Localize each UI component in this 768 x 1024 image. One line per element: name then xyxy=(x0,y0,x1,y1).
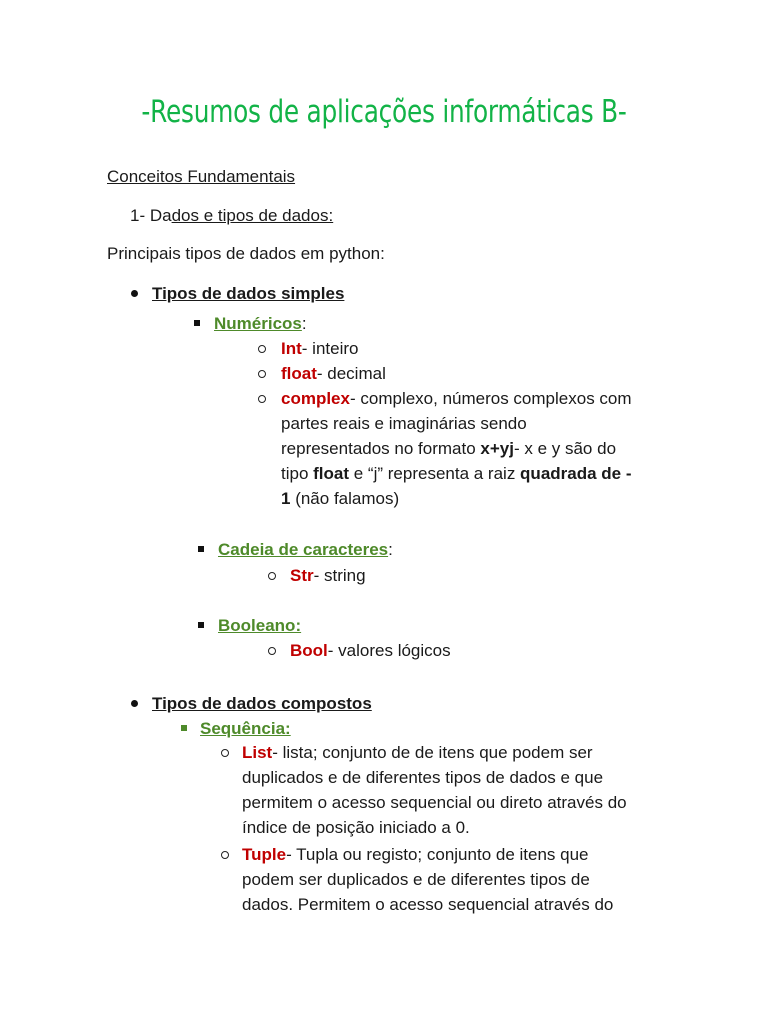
tuple-text-1: - Tupla ou registo; conjunto de itens que xyxy=(286,845,589,864)
complex-line-4 xyxy=(281,461,632,486)
str-description: - string xyxy=(313,566,366,585)
bullet-circle-icon xyxy=(258,395,266,403)
bullet-dot-icon xyxy=(131,700,138,707)
keyword-list: List xyxy=(242,743,273,762)
bullet-square-icon xyxy=(181,725,187,731)
tuple-type-line-3: dados. Permitem o acesso sequencial através do xyxy=(242,895,614,914)
int-description: - inteiro xyxy=(301,339,359,358)
complex-text-5b: (não falamos) xyxy=(290,489,400,508)
numeric-colon: : xyxy=(301,314,307,333)
keyword-float: float xyxy=(281,364,317,383)
list-type-line-4: índice de posição iniciado a 0. xyxy=(242,818,470,837)
complex-line-1 xyxy=(281,386,632,411)
complex-text-3c: - x e y são do xyxy=(513,439,617,458)
complex-line-5 xyxy=(281,486,399,511)
intro-paragraph: Principais tipos de dados em python: xyxy=(107,244,385,263)
tuple-type-line-2: podem ser duplicados e de diferentes tipos de xyxy=(242,870,590,889)
complex-text-4d: quadrada de - xyxy=(520,464,632,483)
list-type-line-1 xyxy=(242,740,593,765)
complex-text-5a: 1 xyxy=(281,489,291,508)
keyword-tuple: Tuple xyxy=(242,845,287,864)
list-item-bool xyxy=(290,638,451,663)
complex-text-3a: representados no formato xyxy=(281,439,481,458)
numbered-item-number: 1- xyxy=(130,206,150,225)
complex-line-3 xyxy=(281,436,616,461)
bullet-circle-icon xyxy=(268,647,276,655)
bullet-circle-icon xyxy=(221,851,229,859)
complex-line-2: partes reais e imaginárias sendo xyxy=(281,414,527,433)
string-label: Cadeia de caracteres xyxy=(218,540,389,559)
bool-description: - valores lógicos xyxy=(327,641,451,660)
keyword-str: Str xyxy=(290,566,314,585)
list-type-line-3: permitem o acesso sequencial ou direto através do xyxy=(242,793,627,812)
list-item-int xyxy=(281,336,358,361)
document-title: -Resumos de aplicações informáticas B- xyxy=(141,94,627,130)
numbered-item xyxy=(130,203,333,228)
string-label-line xyxy=(218,537,393,562)
bullet-square-icon xyxy=(198,622,204,628)
keyword-int: Int xyxy=(281,339,302,358)
section-heading: Conceitos Fundamentais xyxy=(107,167,296,186)
tuple-type-line-1 xyxy=(242,842,589,867)
sequence-label: Sequência: xyxy=(200,719,291,738)
bullet-circle-icon xyxy=(268,572,276,580)
bullet-square-icon xyxy=(194,320,200,326)
list-item-str xyxy=(290,563,366,588)
complex-text-4c: e “j” representa a raiz xyxy=(349,464,521,483)
numbered-item-text-underlined: dos e tipos de dados: xyxy=(171,206,334,225)
numeric-label-line xyxy=(214,311,307,336)
list-text-1: - lista; conjunto de de itens que podem ser xyxy=(272,743,593,762)
compound-types-heading: Tipos de dados compostos xyxy=(152,694,372,713)
bullet-dot-icon xyxy=(131,290,138,297)
complex-text-3b: x+yj xyxy=(480,439,514,458)
bullet-circle-icon xyxy=(258,370,266,378)
simple-types-heading: Tipos de dados simples xyxy=(152,284,345,303)
complex-text-4b: float xyxy=(313,464,350,483)
complex-text-4a: tipo xyxy=(281,464,314,483)
list-type-line-2: duplicados e de diferentes tipos de dados e que xyxy=(242,768,604,787)
keyword-bool: Bool xyxy=(290,641,328,660)
bullet-circle-icon xyxy=(258,345,266,353)
bullet-square-icon xyxy=(198,546,204,552)
string-colon: : xyxy=(388,540,393,559)
boolean-label: Booleano: xyxy=(218,616,302,635)
list-item-float xyxy=(281,361,386,386)
bullet-circle-icon xyxy=(221,749,229,757)
numeric-label: Numéricos xyxy=(214,314,302,333)
float-description: - decimal xyxy=(316,364,386,383)
keyword-complex: complex xyxy=(281,389,350,408)
numbered-item-text-plain: Da xyxy=(149,206,172,225)
complex-text-1: - complexo, números complexos com xyxy=(349,389,632,408)
